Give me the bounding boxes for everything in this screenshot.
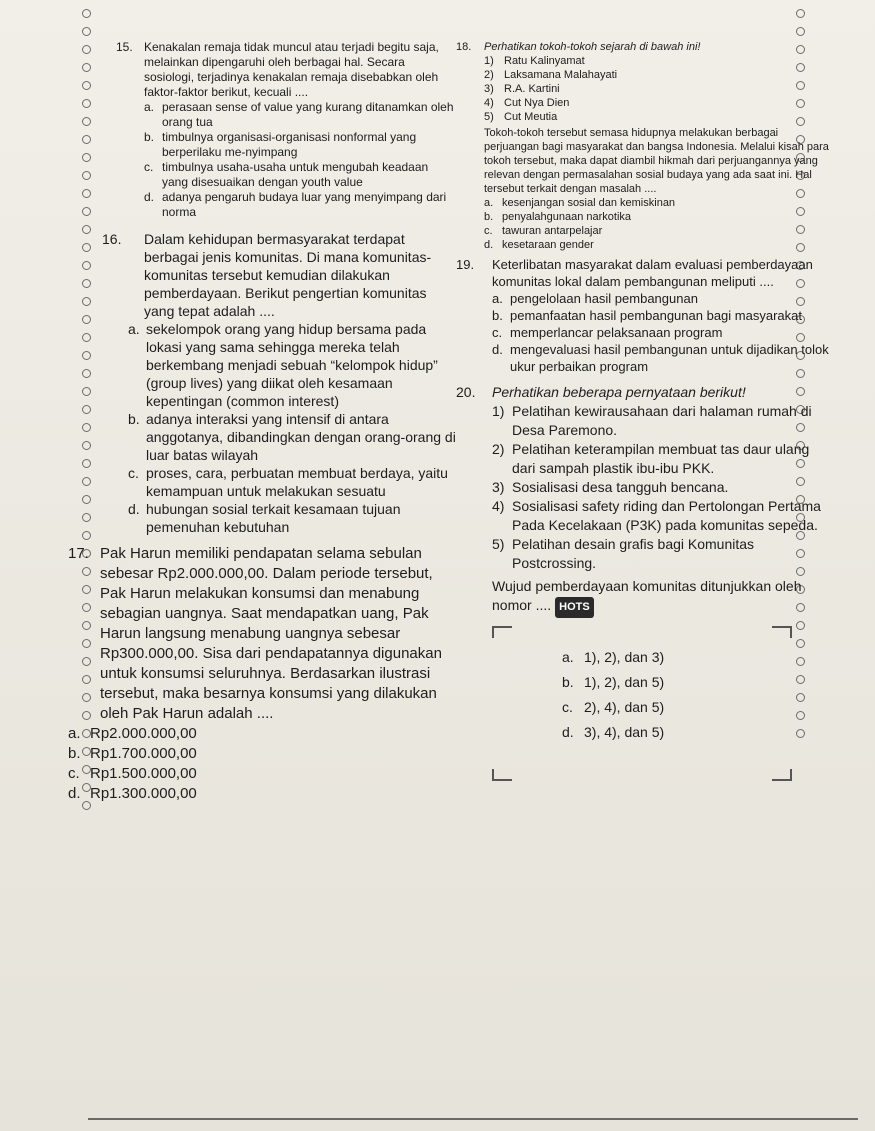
question-number: 20. xyxy=(456,384,476,400)
option-a[interactable]: a. perasaan sense of value yang kurang ditanamkan oleh orang tua xyxy=(144,100,454,129)
option-c[interactable]: c. 2), 4), dan 5) xyxy=(562,699,665,715)
option-b[interactable]: b. adanya interaksi yang intensif di antara anggotanya, dibandingkan dengan orang-orang di luar batas wilayah xyxy=(128,411,456,463)
question-stem: Keterlibatan masyarakat dalam evaluasi pemberdayaan komunitas lokal dalam pembangunan meliputi .... xyxy=(492,257,813,289)
question-stem: Kenakalan remaja tidak muncul atau terjadi begitu saja, melainkan dipengaruhi oleh berbagai hal. Secara sosiologi, terjadinya kenakalan remaja disebabkan oleh faktor-faktor berikut, kecuali .... xyxy=(144,40,439,99)
option-c[interactable]: c. proses, cara, perbuatan membuat berdaya, yaitu kemampuan untuk melakukan sesuatu xyxy=(128,465,448,499)
question-18 xyxy=(456,40,831,252)
option-b[interactable]: b. 1), 2), dan 5) xyxy=(562,674,665,690)
option-a[interactable]: a. kesenjangan sosial dan kemiskinan xyxy=(484,197,676,209)
question-followup: Tokoh-tokoh tersebut semasa hidupnya melakukan berbagai perjuangan bagi masyarakat dan bangsa Indonesia. Melalui kisah para tokoh tersebut, maka dapat diambil hikmah dari perjuangannya yang relevan dengan permasalahan sosial budaya yang ada saat ini. Hal tersebut terkait dengan masalah .... xyxy=(484,127,829,195)
option-a[interactable]: a. sekelompok orang yang hidup bersama pada lokasi yang sama sehingga mereka telah berkembang menjadi sebuah “kelompok hidup” (group lives) yang diikat oleh kesamaan kepentingan (common interest) xyxy=(128,321,438,409)
question-stem: Perhatikan beberapa pernyataan berikut! xyxy=(492,384,746,400)
list-item: 3) R.A. Kartini xyxy=(484,83,560,95)
answer-options-frame xyxy=(492,626,792,781)
question-number: 18. xyxy=(456,41,472,53)
left-column xyxy=(68,40,456,804)
option-b[interactable]: b. Rp1.700.000,00 xyxy=(68,745,197,762)
question-number: 16. xyxy=(102,231,122,247)
question-19 xyxy=(456,256,831,375)
option-b[interactable]: b. timbulnya organisasi-organisasi nonformal yang berperilaku me-nyimpang xyxy=(144,130,417,159)
page-bottom-rule xyxy=(88,1118,858,1120)
question-number: 15. xyxy=(116,40,133,54)
question-stem: Pak Harun memiliki pendapatan selama sebulan sebesar Rp2.000.000,00. Dalam periode tersebut, Pak Harun melakukan konsumsi dan menabung sebagian uangnya. Saat mendapatkan uang, Pak Harun langsung menabung uangnya sebesar Rp300.000,00. Sisa dari pendapatannya digunakan untuk konsumsi seluruhnya. Berdasarkan ilustrasi tersebut, maka besarnya konsumsi yang dilakukan oleh Pak Harun adalah .... xyxy=(100,545,442,722)
question-number: 17. xyxy=(68,545,89,562)
hots-badge: HOTS xyxy=(555,597,594,618)
list-item: 3) Sosialisasi desa tangguh bencana. xyxy=(492,479,729,495)
list-item: 1) Ratu Kalinyamat xyxy=(484,55,585,67)
option-d[interactable]: d. adanya pengaruh budaya luar yang menyimpang dari norma xyxy=(144,190,447,219)
list-item: 5) Cut Meutia xyxy=(484,111,558,123)
option-d[interactable]: d. kesetaraan gender xyxy=(484,239,594,251)
question-number: 19. xyxy=(456,257,475,272)
option-b[interactable]: b. pemanfaatan hasil pembangunan bagi masyarakat xyxy=(492,308,802,323)
option-a[interactable]: a. 1), 2), dan 3) xyxy=(562,649,665,665)
question-15 xyxy=(116,40,456,220)
question-followup: Wujud pemberdayaan komunitas ditunjukkan oleh nomor .... HOTS xyxy=(492,577,831,618)
option-b[interactable]: b. penyalahgunaan narkotika xyxy=(484,211,632,223)
list-item: 1) Pelatihan kewirausahaan dari halaman rumah di Desa Paremono. xyxy=(492,403,812,438)
question-20 xyxy=(456,383,831,781)
option-a[interactable]: a. pengelolaan hasil pembangunan xyxy=(492,291,698,306)
list-item: 2) Laksamana Malahayati xyxy=(484,69,618,81)
list-item: 4) Cut Nya Dien xyxy=(484,97,570,109)
option-c[interactable]: c. tawuran antarpelajar xyxy=(484,225,603,237)
option-d[interactable]: d. Rp1.300.000,00 xyxy=(68,785,197,802)
question-16 xyxy=(102,230,456,536)
option-d[interactable]: d. 3), 4), dan 5) xyxy=(562,724,665,740)
option-c[interactable]: c. memperlancar pelaksanaan program xyxy=(492,325,723,340)
option-c[interactable]: c. timbulnya usaha-usaha untuk mengubah keadaan yang disesuaikan dengan youth value xyxy=(144,160,429,189)
list-item: 4) Sosialisasi safety riding dan Pertolongan Pertama Pada Kecelakaan (P3K) pada komunitas sepeda. xyxy=(492,498,821,533)
question-stem: Perhatikan tokoh-tokoh sejarah di bawah ini! xyxy=(484,41,701,53)
option-a[interactable]: a. Rp2.000.000,00 xyxy=(68,725,197,742)
option-c[interactable]: c. Rp1.500.000,00 xyxy=(68,765,197,782)
question-stem: Dalam kehidupan bermasyarakat terdapat berbagai jenis komunitas. Di mana komunitas-komunitas tersebut kemudian dilakukan pemberdayaan. Berikut pengertian komunitas yang tepat adalah .... xyxy=(144,231,432,319)
list-item: 2) Pelatihan keterampilan membuat tas daur ulang dari sampah plastik ibu-ibu PKK. xyxy=(492,441,810,476)
list-item: 5) Pelatihan desain grafis bagi Komunitas Postcrossing. xyxy=(492,536,755,571)
right-column xyxy=(456,40,831,781)
option-d[interactable]: d. hubungan sosial terkait kesamaan tujuan pemenuhan kebutuhan xyxy=(128,501,401,535)
option-d[interactable]: d. mengevaluasi hasil pembangunan untuk dijadikan tolok ukur perbaikan program xyxy=(492,342,829,374)
question-17 xyxy=(68,544,456,804)
